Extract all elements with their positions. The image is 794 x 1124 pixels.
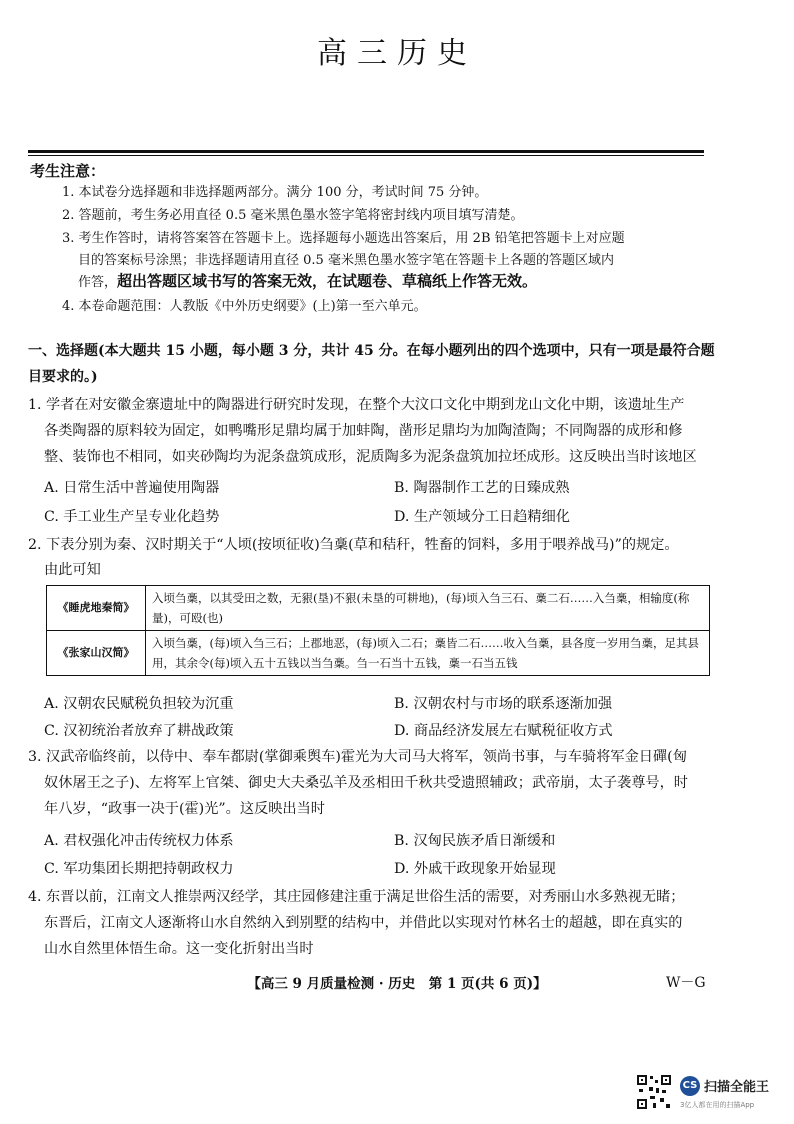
q4-line-3: 山水自然里体悟生命。这一变化折射出当时 [44,941,314,957]
header-rule-thin [28,155,704,156]
exam-code: W－G [666,975,706,991]
notice-line-3b: 目的答案标号涂黑；非选择题请用直径 0.5 毫米黑色墨水签字笔在答题卡上各题的答题区域内 [78,253,614,268]
q3-option-c[interactable]: C. 军功集团长期把持朝政权力 [44,861,234,877]
q1-line-1: 1. 学者在对安徽金寨遗址中的陶器进行研究时发现，在整个大汶口文化中期到龙山文化中期，该遗址生产 [28,397,685,413]
notice-line-3c-text: 作答， [78,275,118,290]
q2-table [46,585,710,676]
q3-option-a[interactable]: A. 君权强化冲击传统权力体系 [44,833,234,849]
table-row [47,586,710,631]
table-text: 入顷刍稾，(每)顷入刍三石；上郡地恶，(每)顷入二石；稾皆二石……收入刍稾，县各度一岁用刍稾，足其县用，其余令(每)顷入五十五钱以当刍稾。刍一石当十五钱，稾一石当五钱 [146,631,710,676]
notice-line-4: 4. 本卷命题范围：人教版《中外历史纲要》(上)第一至六单元。 [62,299,427,314]
page-footer: 【高三 9 月质量检测 · 历史 第 1 页(共 6 页)】 [247,976,547,992]
table-row [47,631,710,676]
q2-line-1: 2. 下表分别为秦、汉时期关于“人顷(按顷征收)刍稾(草和秸秆，牲畜的饲料，多用于喂养战马)”的规定。 [28,537,679,553]
table-source: 《睡虎地秦简》 [47,586,146,631]
scanner-brand-name: 扫描全能王 [704,1080,770,1095]
page-title: 高三历史 [317,36,477,71]
q4-line-2: 东晋后，江南文人逐渐将山水自然纳入到别墅的结构中，并借此以实现对竹林名士的超越，即在真实的 [44,915,683,931]
q1-option-b[interactable]: B. 陶器制作工艺的日臻成熟 [394,480,570,496]
q2-option-a[interactable]: A. 汉朝农民赋税负担较为沉重 [44,696,234,712]
table-source: 《张家山汉简》 [47,631,146,676]
camscanner-logo-icon: CS [680,1076,700,1096]
q1-line-2: 各类陶器的原料较为固定，如鸭嘴形足鼎均属于加蚌陶，凿形足鼎均为加陶渣陶；不同陶器的成形和修 [44,423,683,439]
q2-option-d[interactable]: D. 商品经济发展左右赋税征收方式 [394,723,613,739]
q2-option-c[interactable]: C. 汉初统治者放弃了耕战政策 [44,723,234,739]
q3-line-3: 年八岁，“政事一决于(霍)光”。这反映出当时 [44,801,325,817]
notice-line-1: 1. 本试卷分选择题和非选择题两部分。满分 100 分，考试时间 75 分钟。 [62,185,488,200]
q1-option-d[interactable]: D. 生产领域分工日趋精细化 [394,509,570,525]
q2-option-b[interactable]: B. 汉朝农村与市场的联系逐渐加强 [394,696,613,712]
q3-option-b[interactable]: B. 汉匈民族矛盾日渐缓和 [394,833,556,849]
section-heading: 一、选择题(本大题共 15 小题，每小题 3 分，共计 45 分。在每小题列出的四个选项中，只有一项是最符合题目要求的。) [28,343,715,385]
notice-warning: 超出答题区域书写的答案无效，在试题卷、草稿纸上作答无效。 [117,272,538,290]
header-rule [28,150,704,153]
q3-line-2: 奴休屠王之子)、左将军上官桀、御史大夫桑弘羊及丞相田千秋共受遗照辅政；武帝崩，太子袭尊号，时 [44,775,688,791]
q1-option-a[interactable]: A. 日常生活中普遍使用陶器 [44,480,220,496]
notice-line-3a: 3. 考生作答时，请将答案答在答题卡上。选择题每小题选出答案后，用 2B 铅笔把答题卡上对应题 [62,231,625,246]
notice-line-2: 2. 答题前，考生务必用直径 0.5 毫米黑色墨水签字笔将密封线内项目填写清楚。 [62,208,524,223]
notice-line-3c [78,271,537,293]
q3-option-d[interactable]: D. 外戚干政现象开始显现 [394,861,556,877]
qr-code-icon [636,1074,672,1110]
q1-option-c[interactable]: C. 手工业生产呈专业化趋势 [44,509,220,525]
scanner-tagline: 3亿人都在用的扫描App [680,1101,755,1109]
notice-heading: 考生注意： [30,162,106,180]
q1-line-3: 整、装饰也不相同，如夹砂陶均为泥条盘筑成形，泥质陶多为泥条盘筑加拉坯成形。这反映出当时该地区 [44,449,697,465]
q2-line-2: 由此可知 [44,562,101,578]
q3-line-1: 3. 汉武帝临终前，以侍中、奉车都尉(掌御乘舆车)霍光为大司马大将军，领尚书事，与车骑将军金日磾(匈 [28,749,687,765]
q4-line-1: 4. 东晋以前，江南文人推崇两汉经学，其庄园修建注重于满足世俗生活的需要，对秀丽山水多熟视无睹； [28,889,685,905]
table-text: 入顷刍稾，以其受田之数，无豤(垦)不豤(未垦的可耕地)，(每)顷入刍三石、稾二石……入刍稾，相输度(称量)，可殴(也) [146,586,710,631]
